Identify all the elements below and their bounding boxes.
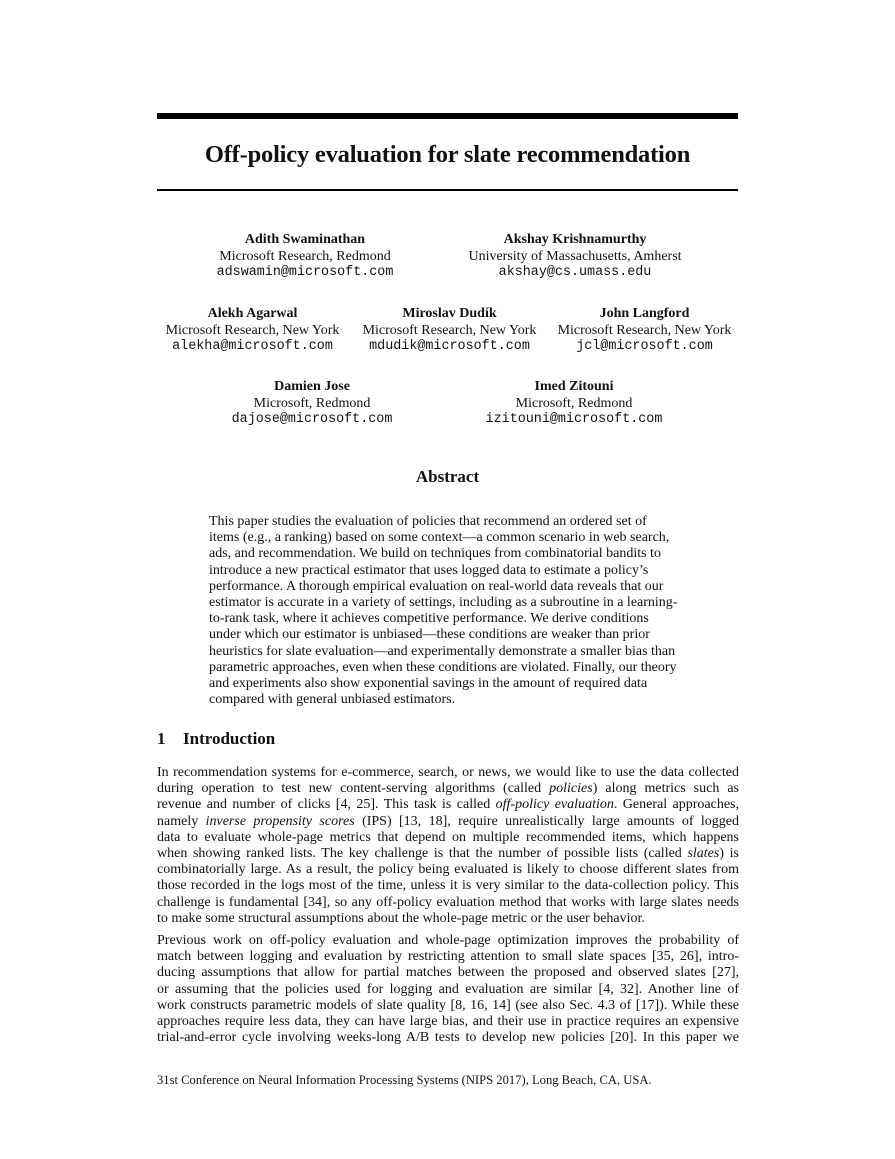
abstract-line: items (e.g., a ranking) based on some context—a common scenario in web search,: [209, 530, 670, 546]
author-email: jcl@microsoft.com: [576, 339, 713, 354]
author-name: Alekh Agarwal: [207, 306, 298, 321]
author-block: [212, 379, 412, 429]
author-name: Akshay Krishnamurthy: [503, 232, 647, 247]
paragraph-line: combinatorially large. As a result, the policy being evaluated is likely to choose different slates from: [157, 862, 739, 878]
abstract-line: heuristics for slate evaluation—and experimentally demonstrate a smaller bias than: [209, 643, 676, 659]
abstract-line: under which our estimator is unbiased—these conditions are weaker than prior: [209, 627, 650, 643]
conference-footnote: 31st Conference on Neural Information Processing Systems (NIPS 2017), Long Beach, CA, USA.: [157, 1073, 652, 1087]
author-name: John Langford: [599, 306, 690, 321]
paragraph-line: revenue and number of clicks [4, 25]. This task is called off-policy evaluation. General approaches,: [157, 797, 739, 813]
paragraph-line: trial-and-error cycle involving weeks-long A/B tests to develop new policies [20]. In this paper we: [157, 1030, 739, 1046]
abstract-line: to-rank task, where it achieves competitive performance. We derive conditions: [209, 611, 649, 627]
paragraph-line: match between logging and evaluation by restricting attention to small slate spaces [35, 26], intro-: [157, 949, 739, 965]
paragraph-line: In recommendation systems for e-commerce, search, or news, we would like to use the data collected: [157, 765, 739, 780]
abstract-line: performance. A thorough empirical evaluation on real-world data reveals that our: [209, 578, 664, 594]
section-heading: [157, 728, 275, 750]
title-top-rule: [157, 113, 738, 119]
paragraph-line: Previous work on off-policy evaluation and whole-page optimization improves the probability of: [157, 933, 739, 948]
author-affiliation: Microsoft Research, New York: [362, 322, 537, 338]
author-name: Miroslav Dudík: [402, 306, 497, 321]
title-bottom-rule: [157, 189, 738, 191]
abstract-line: estimator is accurate in a variety of settings, including as a subroutine in a learning-: [209, 595, 678, 611]
author-block: [352, 306, 547, 356]
author-email: mdudik@microsoft.com: [369, 339, 530, 354]
author-name: Adith Swaminathan: [244, 232, 366, 247]
author-affiliation: Microsoft, Redmond: [253, 395, 371, 411]
author-email: adswamin@microsoft.com: [216, 265, 394, 280]
author-block: [455, 232, 695, 282]
author-email: dajose@microsoft.com: [231, 412, 393, 427]
paper-title: Off-policy evaluation for slate recommendation: [204, 141, 691, 168]
paragraph-line: during operation to test new content-serving algorithms (called policies) along metrics such as: [157, 781, 740, 797]
abstract-line: parametric approaches, even when these conditions are violated. Finally, our theory: [209, 659, 677, 675]
author-name: Damien Jose: [274, 379, 350, 394]
abstract-line: This paper studies the evaluation of policies that recommend an ordered set of: [209, 514, 647, 529]
abstract-line: ads, and recommendation. We build on techniques from combinatorial bandits to: [209, 546, 661, 562]
abstract-line: introduce a new practical estimator that uses logged data to estimate a policy’s: [209, 562, 649, 578]
intro-paragraph-1: [157, 765, 739, 927]
paragraph-line: when showing ranked lists. The key challenge is that the number of possible lists (called slates) is: [157, 846, 739, 862]
paragraph-line: namely inverse propensity scores (IPS) [13, 18], require unrealistically large amounts of logged: [157, 813, 739, 829]
author-affiliation: University of Massachusetts, Amherst: [468, 248, 682, 264]
paragraph-line: work constructs parametric models of slate quality [8, 16, 14] (see also Sec. 4.3 of [17]). While these: [157, 997, 739, 1013]
author-block: [464, 379, 684, 429]
author-email: alekha@microsoft.com: [172, 339, 333, 354]
paragraph-line: data to evaluate whole-page metrics that depend on multiple recommended items, which happens: [157, 829, 739, 845]
paragraph-line: to make some structural assumptions about the whole-page metric or the user behavior.: [157, 910, 645, 926]
paragraph-line: challenge is fundamental [34], so any off-policy evaluation method that works with large slates needs: [157, 894, 739, 910]
paragraph-line: ducing assumptions that allow for partial matches between the proposed and observed slates [27],: [157, 965, 739, 981]
author-name: Imed Zitouni: [534, 379, 614, 394]
abstract-heading: Abstract: [415, 467, 480, 486]
section-number: 1: [157, 729, 166, 748]
author-affiliation: Microsoft, Redmond: [515, 395, 633, 411]
author-block: [547, 306, 742, 356]
author-affiliation: Microsoft Research, New York: [557, 322, 732, 338]
author-block: [205, 232, 405, 282]
author-email: akshay@cs.umass.edu: [498, 265, 652, 280]
abstract-body: [209, 514, 687, 708]
author-affiliation: Microsoft Research, New York: [165, 322, 340, 338]
intro-paragraph-2: [157, 933, 739, 1046]
paragraph-line: approaches require less data, they can have large bias, and their use in practice requires an expensive: [157, 1014, 739, 1030]
paragraph-line: or assuming that the policies used for logging and evaluation are similar [4, 32]. Another line of: [157, 981, 739, 997]
author-affiliation: Microsoft Research, Redmond: [219, 248, 391, 264]
abstract-line: and experiments also show exponential savings in the amount of required data: [209, 676, 648, 692]
author-block: [155, 306, 350, 356]
author-email: izitouni@microsoft.com: [485, 412, 663, 427]
section-title: Introduction: [183, 729, 276, 748]
paragraph-line: those recorded in the logs most of the time, unless it is very similar to the data-collection policy. This: [157, 878, 739, 894]
abstract-line: compared with general unbiased estimators.: [209, 692, 456, 708]
